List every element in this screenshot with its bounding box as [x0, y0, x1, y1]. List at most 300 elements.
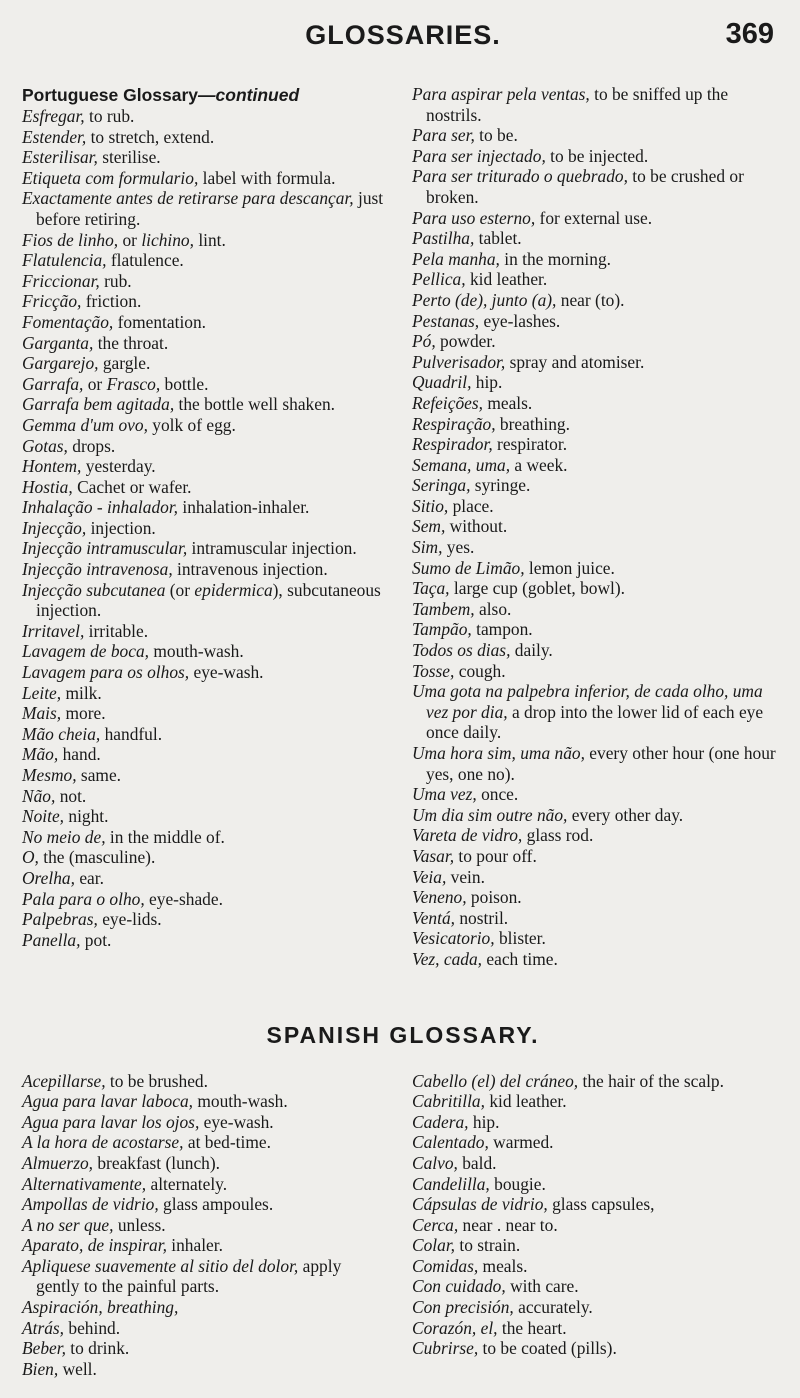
entry-definition: or: [83, 373, 107, 394]
entry-term: Garrafa bem agitada,: [22, 394, 175, 415]
entry-term: Respirador,: [412, 434, 493, 455]
entry-definition: the bottle well shaken.: [174, 394, 335, 415]
entry-term: Con cuidado,: [412, 1276, 506, 1297]
entry-term: Garrafa,: [22, 373, 84, 394]
entry-definition: label with formula.: [198, 167, 336, 188]
entry-definition: injection.: [86, 517, 156, 538]
entry-term: Cápsulas de vidrio,: [412, 1194, 548, 1215]
entry-definition: drops.: [67, 435, 116, 456]
entry-term: Uma hora sim, uma não,: [412, 743, 585, 763]
entry-definition: syringe.: [470, 475, 531, 496]
entry-definition: yesterday.: [81, 456, 156, 477]
entry-term: Mais,: [22, 703, 62, 724]
glossary-entry: [22, 1153, 388, 1174]
entry-definition: spray and atomiser.: [505, 351, 645, 372]
entry-term: Mão,: [22, 744, 59, 765]
entry-term: Aparato, de inspirar,: [22, 1235, 167, 1256]
entry-definition: each time.: [482, 948, 558, 969]
entry-term: Con precisión,: [412, 1297, 514, 1318]
entry-definition: a week.: [510, 454, 568, 475]
glossary-entry: [412, 125, 778, 146]
entry-term: Para ser,: [412, 125, 475, 146]
entry-term: Mesmo,: [22, 765, 77, 785]
glossary-entry: [412, 578, 778, 599]
entry-term: Injecção intramuscular,: [22, 538, 188, 559]
glossary-entry: [22, 724, 388, 745]
entry-term: Taça,: [412, 578, 450, 599]
entry-term: Refeições,: [412, 392, 483, 413]
glossary-entry: [412, 619, 778, 640]
entry-term: Vesicatorio,: [412, 928, 495, 949]
glossary-entry: [22, 538, 388, 559]
entry-definition: place.: [448, 495, 494, 516]
glossary-entry: [22, 1297, 388, 1318]
glossary-entry: [22, 1359, 388, 1380]
entry-definition: inhalation-inhaler.: [178, 497, 310, 518]
entry-definition: at bed-time.: [183, 1132, 271, 1153]
entry-list: [22, 1071, 388, 1380]
entry-term: No meio de,: [22, 826, 106, 847]
entry-definition: eye-lashes.: [479, 310, 561, 331]
entry-list: [412, 1071, 778, 1359]
entry-definition: yes.: [442, 537, 475, 558]
glossary-entry: [412, 846, 778, 867]
entry-term: A no ser que,: [22, 1214, 114, 1235]
entry-definition: daily.: [510, 640, 553, 661]
entry-term: Pulverisador,: [412, 351, 506, 372]
entry-definition: every other hour (one hour yes, one no).: [426, 743, 776, 784]
entry-definition: blister.: [494, 928, 546, 949]
spanish-glossary-heading: SPANISH GLOSSARY.: [266, 1021, 540, 1048]
glossary-entry: [22, 127, 388, 148]
entry-definition: for external use.: [535, 207, 653, 228]
entry-term: Garganta,: [22, 332, 94, 353]
entry-term: Respiração,: [412, 413, 496, 434]
entry-definition: near (to).: [556, 289, 625, 310]
glossary-entry: [22, 889, 388, 910]
glossary-entry: [412, 84, 778, 125]
entry-definition: near . near to.: [458, 1214, 558, 1235]
glossary-entry: [412, 1235, 778, 1256]
entry-definition: sterilise.: [97, 147, 161, 168]
glossary-entry: [412, 249, 778, 270]
entry-definition: well.: [58, 1358, 97, 1379]
entry-term: O,: [22, 847, 39, 868]
entry-definition: behind.: [64, 1317, 121, 1338]
entry-term: Injecção,: [22, 517, 87, 538]
entry-definition: intravenous injection.: [172, 559, 328, 580]
entry-definition-alt: ), subcutaneous injection.: [36, 579, 381, 621]
entry-definition: hip.: [471, 372, 503, 393]
entry-definition: accurately.: [513, 1297, 593, 1318]
glossary-entry: [412, 516, 778, 537]
glossary-entry: [412, 1256, 778, 1277]
entry-term: Noite,: [22, 806, 65, 827]
glossary-entry: [22, 683, 388, 704]
entry-definition: breakfast (lunch).: [93, 1152, 221, 1173]
glossary-entry: [412, 558, 778, 579]
entry-term: Um dia sim outre não,: [412, 804, 568, 825]
glossary-entry: [412, 908, 778, 929]
glossary-entry: [22, 291, 388, 312]
entry-term: Perto (de), junto (a),: [412, 289, 557, 310]
glossary-entry: [412, 372, 778, 393]
entry-definition: every other day.: [567, 804, 684, 825]
entry-term: Quadril,: [412, 372, 472, 393]
glossary-entry: [22, 1194, 388, 1215]
entry-definition: to stretch, extend.: [86, 126, 215, 147]
entry-definition: to rub.: [84, 106, 135, 126]
entry-term: Almuerzo,: [22, 1152, 94, 1173]
entry-term: Palpebras,: [22, 909, 98, 930]
entry-definition: just before retiring.: [36, 188, 384, 229]
glossary-entry: [22, 744, 388, 765]
entry-term: Vasar,: [412, 845, 455, 866]
entry-term: Atrás,: [22, 1317, 65, 1338]
entry-definition: glass capsules,: [547, 1194, 655, 1215]
glossary-entry: [22, 1235, 388, 1256]
entry-definition: also.: [474, 598, 512, 619]
entry-definition: eye-shade.: [144, 888, 223, 909]
entry-term: Para ser triturado o quebrado,: [412, 166, 628, 187]
glossary-entry: [412, 1091, 778, 1112]
entry-definition: a drop into the lower lid of each eye once daily.: [426, 701, 764, 743]
glossary-entry: [412, 599, 778, 620]
glossary-entry: [22, 374, 388, 395]
entry-definition: to be.: [474, 125, 518, 146]
entry-definition: to be injected.: [545, 145, 649, 166]
glossary-entry: [22, 868, 388, 889]
entry-term: Seringa,: [412, 475, 471, 496]
entry-definition: lemon juice.: [524, 557, 615, 578]
entry-term: Cubrirse,: [412, 1338, 479, 1359]
entry-term: Tampão,: [412, 619, 472, 640]
glossary-entry: [412, 681, 778, 743]
glossary-entry: [22, 415, 388, 436]
entry-term: Candelilla,: [412, 1173, 490, 1194]
entry-definition-alt: lint.: [193, 229, 226, 250]
entry-term: Hontem,: [22, 456, 82, 477]
glossary-entry: [412, 311, 778, 332]
entry-definition: breathing.: [495, 413, 570, 434]
glossary-entry: [412, 949, 778, 970]
glossary-entry: [22, 1174, 388, 1195]
entry-definition: powder.: [435, 331, 496, 352]
entry-definition: to pour off.: [454, 845, 537, 866]
glossary-entry: [22, 436, 388, 457]
entry-term-alt: lichino,: [141, 229, 194, 250]
entry-definition: mouth-wash.: [149, 641, 244, 662]
glossary-entry: [22, 641, 388, 662]
entry-term: Esfregar,: [22, 106, 85, 126]
entry-term: Pala para o olho,: [22, 888, 145, 909]
glossary-entry: [412, 475, 778, 496]
entry-definition: in the morning.: [499, 248, 612, 269]
entry-definition: eye-wash.: [199, 1111, 274, 1132]
entry-term: Agua para lavar laboca,: [22, 1091, 193, 1112]
entry-term: Gargarejo,: [22, 353, 99, 374]
entry-definition: without.: [445, 516, 508, 537]
glossary-entry: [412, 1338, 778, 1359]
entry-term: Panella,: [22, 929, 81, 950]
entry-definition: glass ampoules.: [158, 1194, 274, 1215]
glossary-entry: [412, 928, 778, 949]
entry-term: Uma gota na palpebra inferior, de cada olho, uma vez por dia,: [412, 681, 763, 722]
entry-term: Injecção subcutanea: [22, 579, 166, 600]
glossary-entry: [22, 765, 388, 786]
entry-term: Comidas,: [412, 1255, 479, 1276]
entry-term: Fricção,: [22, 291, 82, 312]
entry-definition: inhaler.: [166, 1235, 223, 1256]
spanish-glossary: [22, 1070, 778, 1380]
entry-term: Sitio,: [412, 495, 449, 516]
entry-definition: pot.: [80, 929, 112, 950]
entry-definition: meals.: [478, 1255, 528, 1276]
entry-term: A la hora de acostarse,: [22, 1132, 184, 1153]
entry-term: Bien,: [22, 1358, 59, 1379]
glossary-entry: [412, 166, 778, 207]
entry-term: Beber,: [22, 1338, 66, 1359]
glossary-entry: [22, 559, 388, 580]
glossary-entry: [412, 743, 778, 784]
entry-term: Cadera,: [412, 1111, 469, 1132]
glossary-entry: [412, 640, 778, 661]
entry-term: Sem,: [412, 516, 446, 537]
portuguese-column-left: [22, 62, 388, 970]
entry-term: Não,: [22, 785, 56, 806]
glossary-entry: [22, 1256, 388, 1297]
entry-definition: tampon.: [471, 619, 533, 640]
entry-term: Esterilisar,: [22, 147, 98, 168]
glossary-entry: [412, 290, 778, 311]
glossary-entry: [22, 168, 388, 189]
entry-definition: same.: [76, 765, 122, 785]
glossary-entry: [412, 784, 778, 805]
entry-term: Colar,: [412, 1235, 456, 1256]
portuguese-heading: Portuguese Glossary: [22, 85, 199, 105]
glossary-entry: [412, 331, 778, 352]
glossary-entry: [412, 455, 778, 476]
entry-term: Uma vez,: [412, 784, 477, 805]
entry-term: Etiqueta com formulario,: [22, 167, 199, 188]
entry-term: Vez, cada,: [412, 948, 483, 969]
entry-definition: eye-lids.: [97, 909, 162, 930]
glossary-entry: [22, 786, 388, 807]
glossary-entry: [22, 312, 388, 333]
entry-term: Inhalação - inhalador,: [22, 497, 179, 518]
entry-term: Leite,: [22, 682, 62, 703]
entry-definition: hip.: [468, 1111, 500, 1132]
entry-definition: hand.: [58, 744, 101, 765]
glossary-entry: [412, 1215, 778, 1236]
glossary-entry: [22, 497, 388, 518]
entry-term: Cabritilla,: [412, 1091, 485, 1112]
entry-term: Pastilha,: [412, 228, 475, 249]
entry-definition: milk.: [61, 682, 102, 703]
entry-definition: poison.: [466, 887, 522, 908]
spanish-column-left: [22, 1071, 388, 1380]
entry-definition-alt: bottle.: [160, 373, 209, 394]
glossary-entry: [412, 887, 778, 908]
glossary-entry: [22, 230, 388, 251]
glossary-entry: [412, 1318, 778, 1339]
entry-definition: bougie.: [489, 1173, 546, 1194]
entry-term: Lavagem para os olhos,: [22, 662, 190, 683]
glossary-entry: [412, 1297, 778, 1318]
page-number: 369: [725, 18, 774, 50]
entry-definition: with care.: [505, 1276, 579, 1297]
entry-term: Flatulencia,: [22, 250, 107, 271]
glossary-entry: [22, 518, 388, 539]
glossary-entry: [22, 703, 388, 724]
glossary-entry: [22, 456, 388, 477]
entry-definition: irritable.: [84, 620, 149, 641]
entry-definition: ear.: [74, 867, 104, 888]
entry-term: Orelha,: [22, 867, 75, 888]
entry-term: Calvo,: [412, 1152, 458, 1173]
glossary-entry: [412, 146, 778, 167]
glossary-entry: [22, 1071, 388, 1092]
entry-term: Apliquese suavemente al sitio del dolor,: [22, 1255, 299, 1276]
glossary-entry: [412, 867, 778, 888]
entry-definition: to drink.: [65, 1338, 130, 1359]
entry-term: Pó,: [412, 331, 436, 352]
entry-list: [22, 106, 388, 950]
entry-definition: vein.: [446, 866, 485, 887]
entry-term: Estender,: [22, 126, 87, 147]
entry-definition: to be sniffed up the nostrils.: [426, 84, 729, 125]
entry-term: Hostia,: [22, 476, 73, 497]
entry-definition: the heart.: [497, 1317, 567, 1338]
entry-term: Lavagem de boca,: [22, 641, 150, 662]
entry-term-alt: epidermica: [194, 579, 273, 600]
entry-definition: glass rod.: [522, 825, 594, 846]
entry-term: Ventá,: [412, 907, 455, 928]
glossary-entry: [412, 1174, 778, 1195]
glossary-entry: [22, 250, 388, 271]
glossary-entry: [22, 847, 388, 868]
entry-definition: respirator.: [492, 434, 568, 455]
entry-term: Aspiración, breathing,: [22, 1297, 179, 1318]
glossary-entry: [412, 496, 778, 517]
entry-definition: warmed.: [488, 1132, 554, 1153]
entry-term: Vareta de vidro,: [412, 825, 523, 846]
entry-term: Cabello (el) del cráneo,: [412, 1070, 579, 1091]
entry-definition: night.: [64, 806, 109, 827]
entry-definition: the (masculine).: [38, 847, 156, 868]
entry-definition: once.: [476, 784, 519, 805]
glossary-entry: [22, 147, 388, 168]
glossary-entry: [412, 825, 778, 846]
entry-term: Semana, uma,: [412, 454, 511, 475]
entry-term: Veneno,: [412, 887, 467, 908]
glossary-entry: [22, 1112, 388, 1133]
entry-term: Injecção intravenosa,: [22, 559, 173, 580]
glossary-entry: [412, 393, 778, 414]
glossary-entry: [22, 106, 388, 127]
glossary-entry: [412, 1132, 778, 1153]
running-title: GLOSSARIES.: [305, 20, 501, 50]
entry-term: Fios de linho,: [22, 229, 119, 250]
entry-definition: meals.: [482, 392, 533, 413]
entry-term: Sumo de Limão,: [412, 557, 525, 578]
entry-definition: to be crushed or broken.: [426, 166, 744, 207]
entry-definition: more.: [61, 703, 106, 724]
entry-term: Veia,: [412, 866, 447, 887]
entry-definition: fomentation.: [113, 311, 207, 332]
entry-term: Friccionar,: [22, 270, 100, 291]
glossary-entry: [412, 661, 778, 682]
entry-term: Tosse,: [412, 660, 455, 681]
entry-definition: not.: [55, 785, 87, 806]
glossary-entry: [22, 580, 388, 621]
entry-term: Fomentação,: [22, 311, 114, 332]
glossary-entry: [412, 434, 778, 455]
entry-definition: large cup (goblet, bowl).: [449, 578, 626, 599]
entry-definition: mouth-wash.: [193, 1091, 288, 1112]
entry-definition: yolk of egg.: [147, 414, 236, 435]
entry-definition: kid leather.: [465, 269, 548, 290]
entry-term: Corazón, el,: [412, 1317, 498, 1338]
entry-term: Gotas,: [22, 435, 68, 456]
entry-term: Pellica,: [412, 269, 466, 290]
glossary-entry: [412, 1112, 778, 1133]
glossary-entry: [412, 1071, 778, 1092]
entry-definition: the hair of the scalp.: [578, 1070, 724, 1091]
entry-definition: flatulence.: [106, 250, 184, 271]
spanish-column-right: [412, 1071, 778, 1380]
continued-label: —continued: [198, 85, 300, 105]
glossary-entry: [22, 271, 388, 292]
entry-term: Sim,: [412, 537, 443, 558]
entry-term: Mão cheia,: [22, 723, 101, 744]
entry-definition: unless.: [113, 1214, 166, 1235]
portuguese-column-right: [412, 62, 778, 970]
entry-term: Pela manha,: [412, 248, 500, 269]
entry-term: Exactamente antes de retirarse para descançar,: [22, 188, 354, 209]
entry-term: Cerca,: [412, 1214, 459, 1235]
glossary-entry: [22, 333, 388, 354]
glossary-entry: [412, 269, 778, 290]
glossary-entry: [412, 537, 778, 558]
glossary-entry: [22, 353, 388, 374]
glossary-entry: [412, 414, 778, 435]
entry-definition: to be coated (pills).: [478, 1338, 617, 1359]
glossary-entry: [22, 477, 388, 498]
entry-term: Tambem,: [412, 598, 475, 619]
glossary-entry: [22, 909, 388, 930]
entry-definition: alternately.: [146, 1173, 228, 1194]
entry-definition: nostril.: [454, 907, 509, 928]
entry-definition: cough.: [454, 660, 506, 681]
entry-term: Alternativamente,: [22, 1173, 147, 1194]
entry-term: Para uso esterno,: [412, 207, 536, 228]
glossary-entry: [22, 827, 388, 848]
entry-term: Agua para lavar los ojos,: [22, 1111, 200, 1132]
entry-definition: apply gently to the painful parts.: [36, 1255, 342, 1297]
entry-definition: to strain.: [455, 1235, 521, 1256]
entry-term: Acepillarse,: [22, 1070, 106, 1091]
entry-definition: tablet.: [474, 228, 522, 249]
glossary-entry: [22, 930, 388, 951]
running-head: [28, 0, 778, 62]
glossary-entry: [412, 1276, 778, 1297]
glossary-entry: [22, 394, 388, 415]
portuguese-glossary: [22, 62, 778, 970]
entry-term: Todos os dias,: [412, 640, 511, 661]
entry-definition: Cachet or wafer.: [72, 476, 192, 497]
entry-term-alt: Frasco,: [106, 373, 161, 394]
